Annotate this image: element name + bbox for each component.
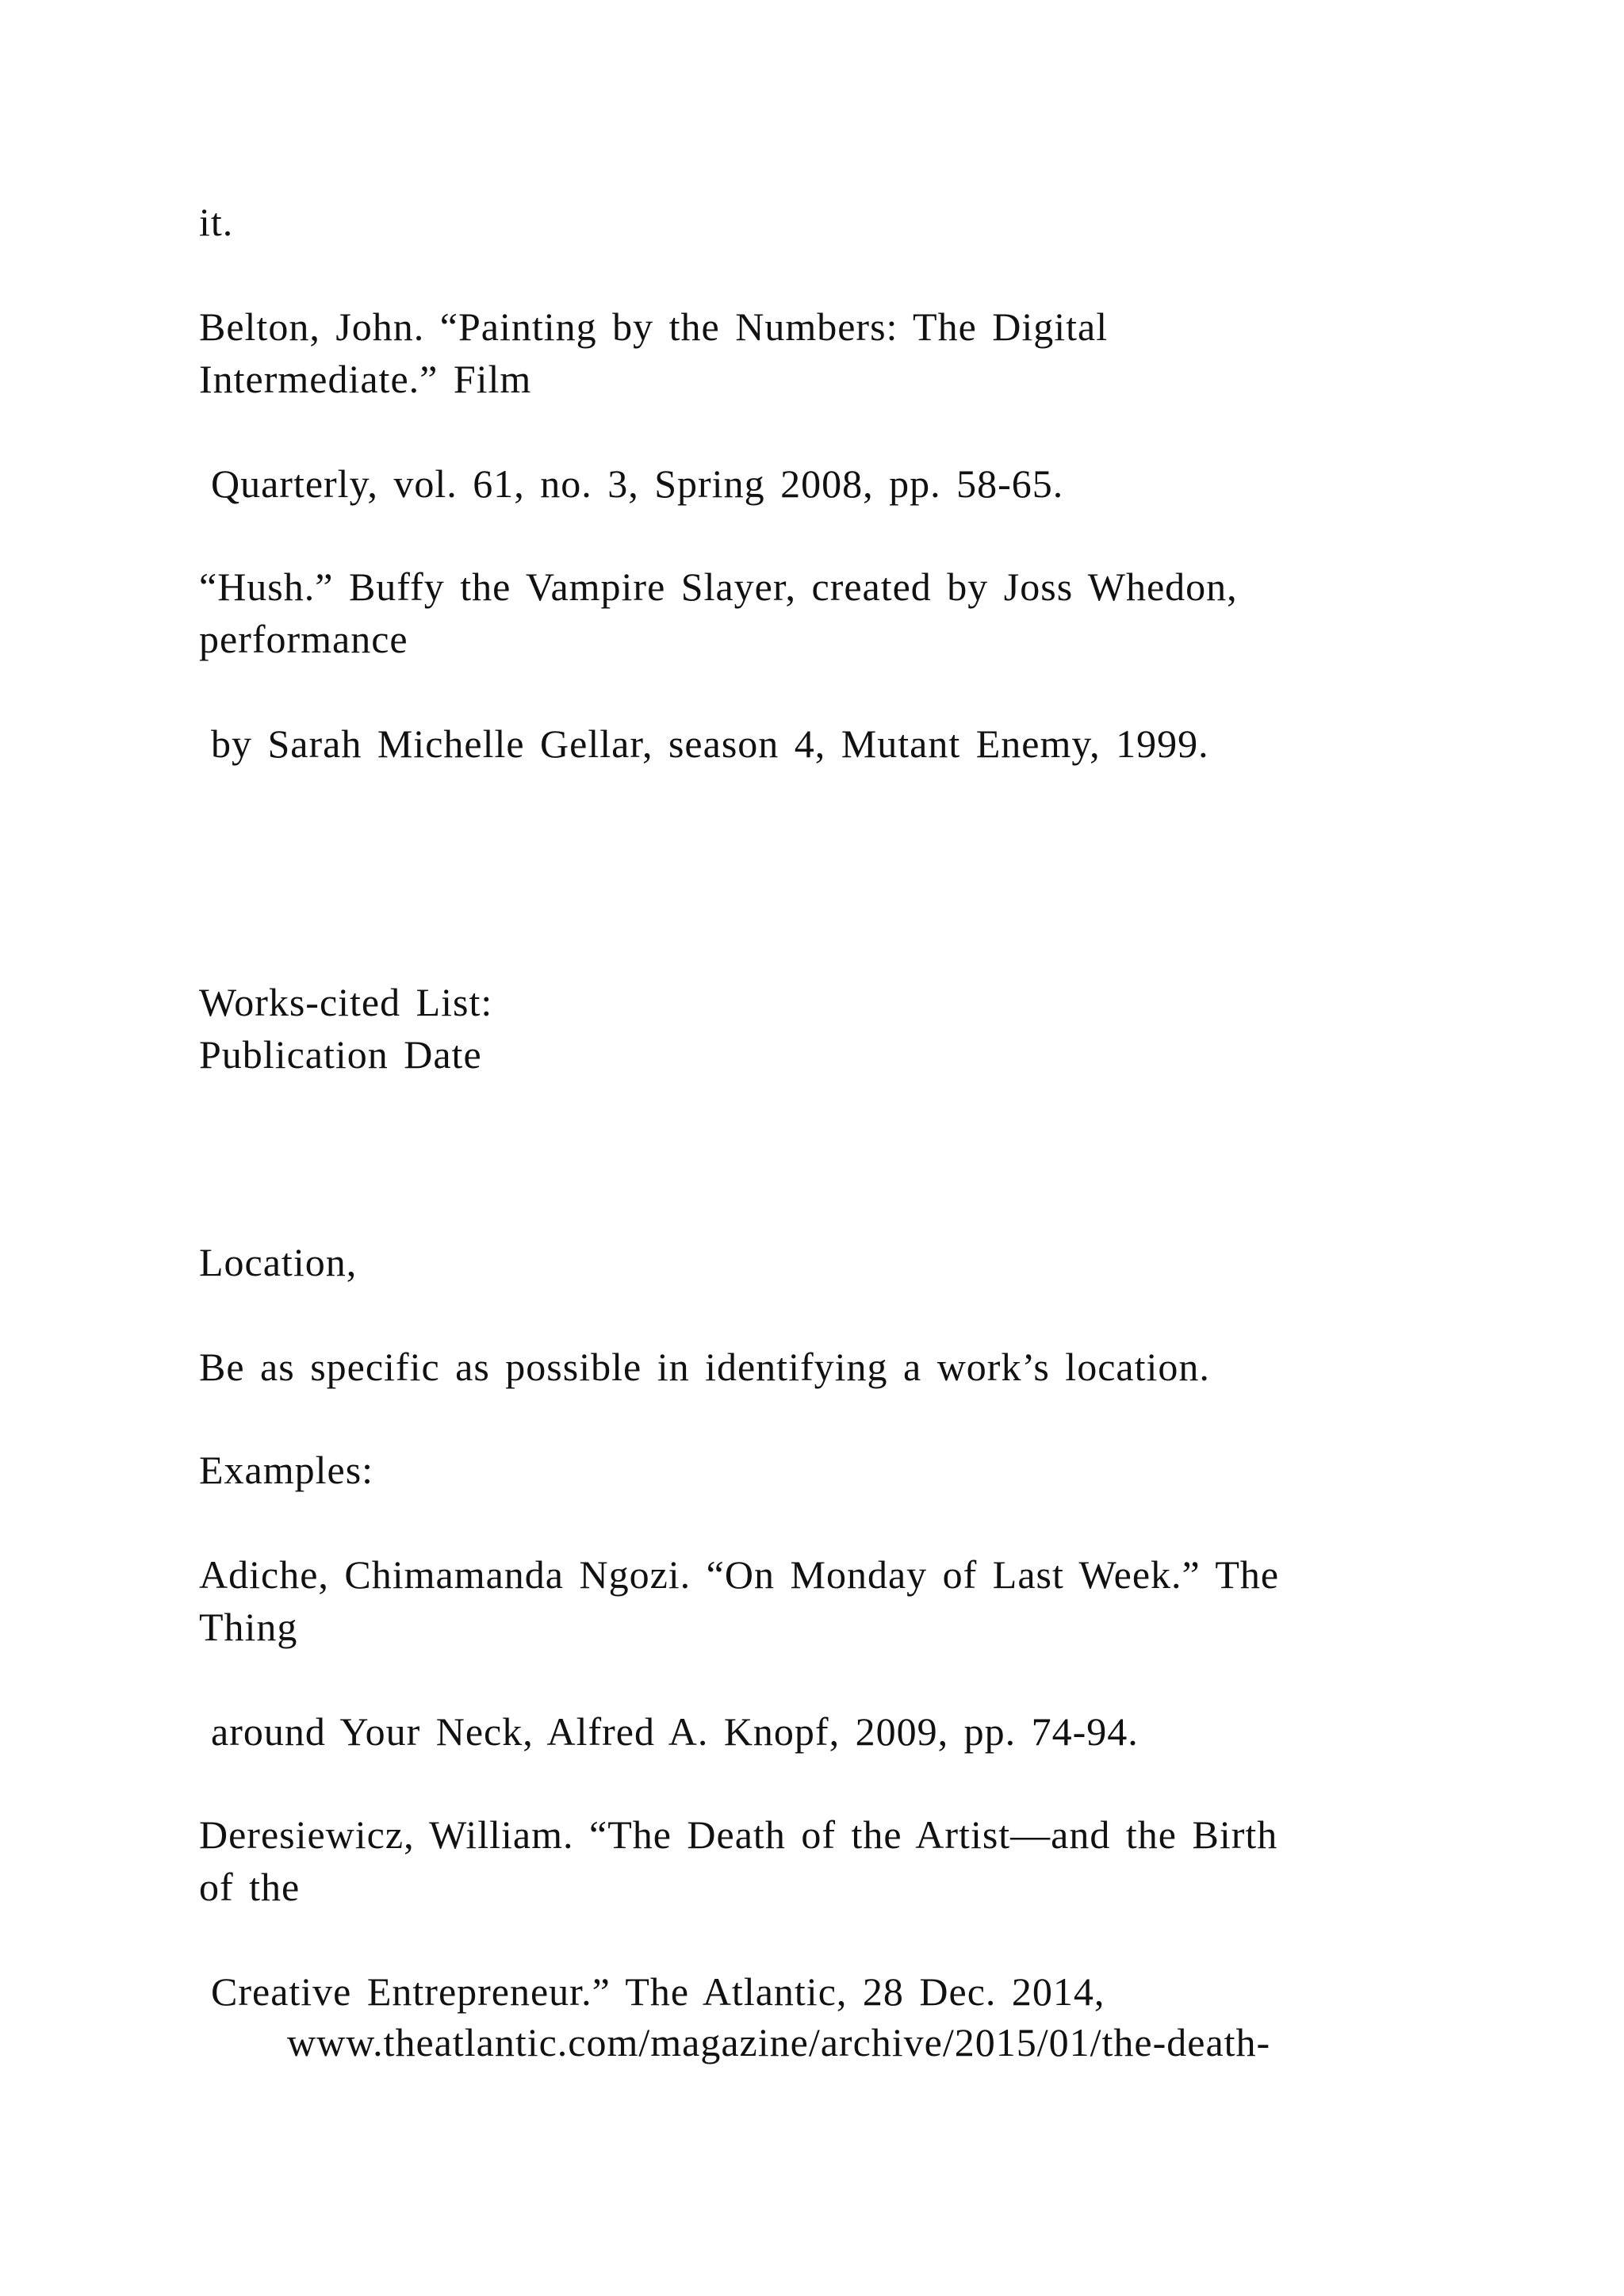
citation-adiche-line-1: Adiche, Chimamanda Ngozi. “On Monday of Last Week.” The xyxy=(199,1552,1280,1597)
section-heading: Works-cited List: xyxy=(199,980,493,1024)
instruction-text: Be as specific as possible in identifying a work’s location. xyxy=(199,1345,1210,1389)
citation-hush-line-3: by Sarah Michelle Gellar, season 4, Mutant Enemy, 1999. xyxy=(211,721,1209,766)
section-subheading: Publication Date xyxy=(199,1032,482,1077)
citation-hush-line-2: performance xyxy=(199,617,408,661)
citation-deresiewicz-line-2: of the xyxy=(199,1865,301,1909)
citation-adiche-line-2: Thing xyxy=(199,1605,298,1649)
citation-belton-line-3: Quarterly, vol. 61, no. 3, Spring 2008, pp. 58-65. xyxy=(211,461,1064,506)
citation-deresiewicz-line-1: Deresiewicz, William. “The Death of the Artist—and the Birth xyxy=(199,1812,1278,1857)
examples-label: Examples: xyxy=(199,1448,374,1492)
citation-adiche-line-3: around Your Neck, Alfred A. Knopf, 2009, pp. 74-94. xyxy=(211,1709,1139,1754)
section-label-location: Location, xyxy=(199,1240,358,1284)
citation-url: www.theatlantic.com/magazine/archive/2015/01/the-death- xyxy=(287,2020,1271,2064)
citation-deresiewicz-line-3: Creative Entrepreneur.” The Atlantic, 28 Dec. 2014, xyxy=(211,1969,1105,2014)
citation-hush-line-1: “Hush.” Buffy the Vampire Slayer, created by Joss Whedon, xyxy=(199,564,1238,609)
citation-belton-line-1: Belton, John. “Painting by the Numbers: The Digital xyxy=(199,304,1109,349)
text-line-continuation: it. xyxy=(199,200,234,244)
citation-belton-line-2: Intermediate.” Film xyxy=(199,357,532,401)
